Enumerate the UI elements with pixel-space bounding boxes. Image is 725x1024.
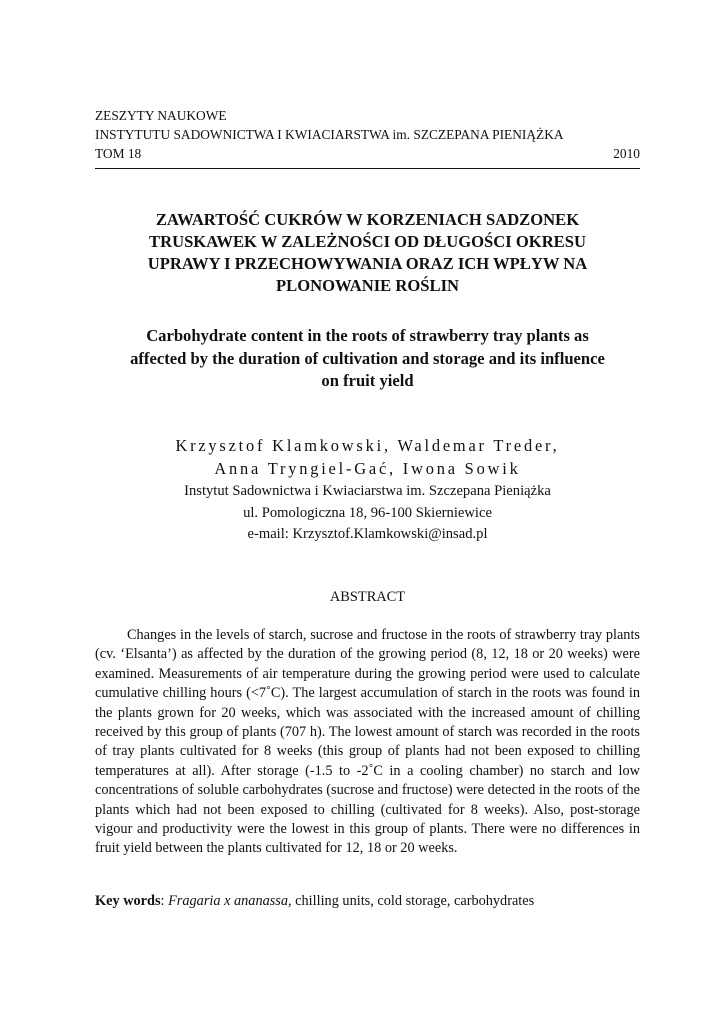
journal-name-line1: ZESZYTY NAUKOWE (95, 108, 227, 123)
affiliation (95, 481, 640, 546)
authors-line: Anna Tryngiel-Gać, Iwona Sowik (214, 459, 521, 478)
volume-number: TOM 18 (95, 146, 142, 161)
keywords-label: Key words (95, 893, 161, 909)
title-english-line: affected by the duration of cultivation and storage and its influence (130, 348, 605, 368)
title-english (95, 325, 640, 393)
publication-year: 2010 (613, 146, 640, 161)
abstract-heading: ABSTRACT (329, 589, 406, 605)
title-polish-line: PLONOWANIE ROŚLIN (275, 276, 460, 295)
keywords (95, 892, 640, 911)
header-divider (95, 168, 640, 169)
institute-name: Instytut Sadownictwa i Kwiaciarstwa im. Szczepana Pieniążka (184, 483, 551, 499)
journal-name-line2: INSTYTUTU SADOWNICTWA I KWIACIARSTWA im. SZCZEPANA PIENIĄŻKA (95, 127, 564, 142)
title-polish-line: UPRAWY I PRZECHOWYWANIA ORAZ ICH WPŁYW NA (147, 254, 588, 273)
keywords-rest: , chilling units, cold storage, carbohydrates (288, 893, 535, 909)
title-polish-line: ZAWARTOŚĆ CUKRÓW W KORZENIACH SADZONEK (155, 210, 580, 229)
volume-row (95, 144, 640, 163)
journal-header (95, 106, 640, 163)
title-polish (95, 209, 640, 297)
title-polish-line: TRUSKAWEK W ZALEŻNOŚCI OD DŁUGOŚCI OKRESU (149, 232, 586, 251)
abstract-text: Changes in the levels of starch, sucrose and fructose in the roots of strawberry tray plants (cv. ‘Elsanta’) as affected by the duration of the growing period (8, 12, 18 or 20 weeks) were examined. Measurements of air temperature during the growing period were used to calculate cumulative chilling hours (<7˚C). The largest accumulation of starch in the roots was found in the plants grown for 20 weeks, which was associated with the increased amount of chilling received by this group of plants (707 h). The lowest amount of starch was recorded in the roots of tray plants cultivated for 8 weeks (this group of plants had not been exposed to chilling temperatures at all). After storage (-1.5 to -2˚C in a cooling chamber) no starch and low concentrations of soluble carbohydrates (sucrose and fructose) were detected in the roots of the plants which had not been exposed to chilling (cultivated for 8 weeks). Also, post-storage vigour and productivity were the lowest in this group of plants. There were no differences in fruit yield between the plants cultivated for 12, 18 or 20 weeks. (95, 627, 640, 857)
author-list (95, 434, 640, 480)
contact-email: e-mail: Krzysztof.Klamkowski@insad.pl (247, 526, 488, 542)
keywords-separator: : (160, 893, 169, 909)
title-english-line: Carbohydrate content in the roots of strawberry tray plants as (146, 326, 589, 345)
institute-address: ul. Pomologiczna 18, 96-100 Skierniewice (243, 504, 492, 521)
authors-line: Krzysztof Klamkowski, Waldemar Treder, (175, 436, 560, 455)
title-english-line: on fruit yield (321, 371, 414, 390)
keywords-species: Fragaria x ananassa (168, 893, 289, 909)
